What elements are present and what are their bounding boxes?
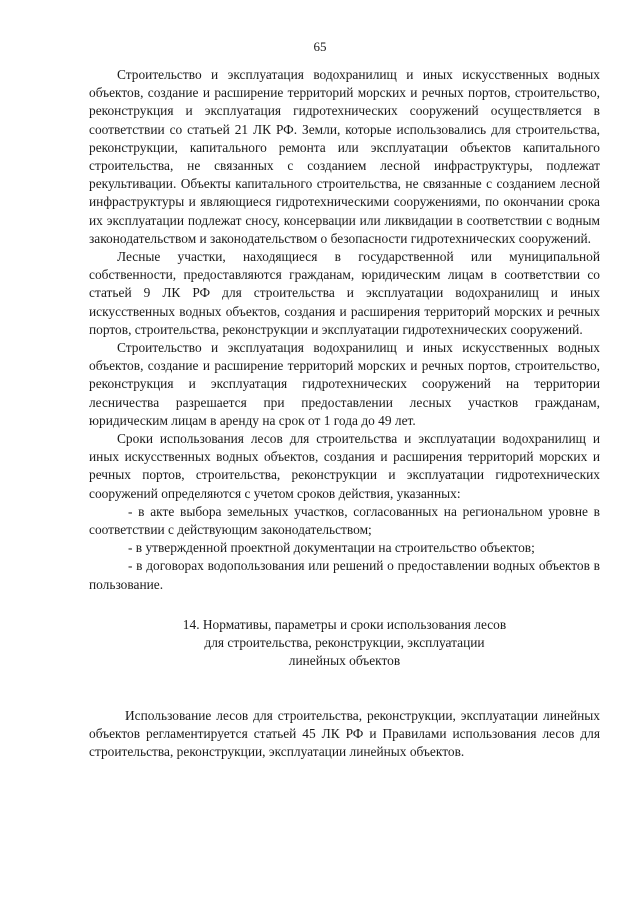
paragraph-lease-terms: Строительство и эксплуатация водохранилищ и иных искусственных водных объектов, создание и расширение территорий морских и речных портов, строительство, реконструкция и эксплуатация гидротехнических сооружений на территории лесничества разрешается при предоставлении лесных участков гражданам, юридическим лицам в аренду на срок от 1 года до 49 лет.: [89, 340, 600, 428]
list-item: - в утвержденной проектной документации на строительство объектов;: [128, 540, 535, 556]
list-item: - в акте выбора земельных участков, согласованных на региональном уровне в соответствии с действующим законодательством;: [89, 503, 600, 538]
paragraph-linear-objects: Использование лесов для строительства, реконструкции, эксплуатации линейных объектов регламентируется статьей 45 ЛК РФ и Правилами использования лесов для строительства, реконструкции, эксплуатации линейных объектов.: [89, 707, 600, 760]
paragraph-forest-plots-provision: Лесные участки, находящиеся в государственной или муниципальной собственности, предоставляются гражданам, юридическим лицам в соответствии со статьей 9 ЛК РФ для строительства и эксплуатации водохранилищ и иных искусственных водных объектов, создания и расширения территорий морских и речных портов, строительства, реконструкции и эксплуатации гидротехнических сооружений.: [89, 249, 600, 337]
list-item: - в договорах водопользования или решений о предоставлении водных объектов в пользование.: [89, 558, 600, 592]
section-heading-line: для строительства, реконструкции, эксплуатации: [204, 634, 485, 650]
document-body: [89, 66, 600, 762]
paragraph-construction-reservoirs: Строительство и эксплуатация водохранилищ и иных искусственных водных объектов, создание и расширение территорий морских и речных портов, строительство, реконструкция и эксплуатация гидротехнических сооружений осуществляется в соответствии со статьей 21 ЛК РФ. Земли, которые использовались для строительства, реконструкции, капитального ремонта или эксплуатации объектов капитального строительства, не связанных с созданием лесной инфраструктуры, подлежат рекультивации. Объекты капитального строительства, не связанные с созданием лесной инфраструктуры и являющиеся гидротехническими сооружениями, по окончании срока их эксплуатации подлежат сносу, консервации или ликвидации в соответствии с водным законодательством и законодательством о безопасности гидротехнических сооружений.: [89, 67, 600, 246]
page-number: 65: [313, 39, 327, 54]
section-heading: [89, 616, 600, 670]
section-heading-line: линейных объектов: [288, 652, 401, 668]
section-heading-line: 14. Нормативы, параметры и сроки использования лесов: [182, 616, 507, 632]
paragraph-usage-periods: Сроки использования лесов для строительства и эксплуатации водохранилищ и иных искусственных водных объектов, создания и расширения территорий морских и речных портов, строительства, реконструкции и эксплуатации гидротехнических сооружений определяются с учетом сроков действия, указанных:: [89, 431, 600, 501]
